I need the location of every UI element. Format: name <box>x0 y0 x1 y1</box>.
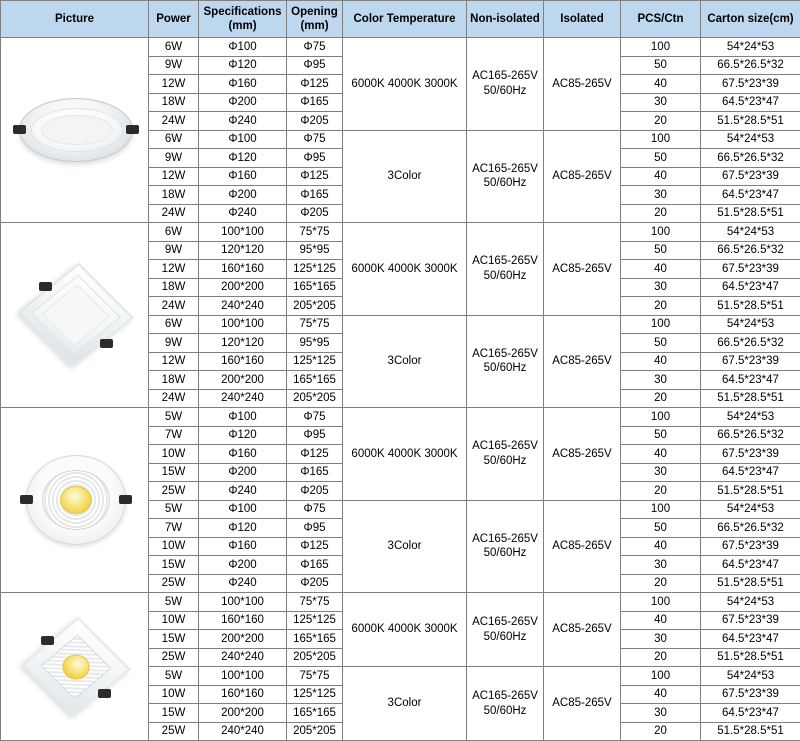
isolated-cell: AC85-265V <box>544 223 621 316</box>
carton-size-cell: 54*24*53 <box>701 223 800 242</box>
header-pcs-ctn: PCS/Ctn <box>621 1 701 38</box>
opening-cell: Φ205 <box>287 204 343 223</box>
specifications-cell: 240*240 <box>199 722 287 741</box>
opening-cell: Φ205 <box>287 482 343 501</box>
pcs-ctn-cell: 20 <box>621 389 701 408</box>
header-specifications <box>199 1 287 38</box>
pcs-ctn-cell: 20 <box>621 574 701 593</box>
pcs-ctn-cell: 50 <box>621 519 701 538</box>
pcs-ctn-cell: 40 <box>621 260 701 279</box>
carton-size-cell: 64.5*23*47 <box>701 463 800 482</box>
non-isolated-voltage: AC165-265V <box>472 616 538 629</box>
pcs-ctn-cell: 100 <box>621 667 701 686</box>
opening-cell: Φ165 <box>287 463 343 482</box>
round-glass-body <box>19 98 133 162</box>
non-isolated-cell <box>467 667 544 741</box>
non-isolated-frequency: 50/60Hz <box>483 630 527 643</box>
non-isolated-voltage: AC165-265V <box>472 255 538 268</box>
header-non-isolated: Non-isolated <box>467 1 544 38</box>
table-row <box>1 593 800 612</box>
carton-size-cell: 64.5*23*47 <box>701 371 800 390</box>
power-cell: 18W <box>149 186 199 205</box>
non-isolated-voltage: AC165-265V <box>472 70 538 83</box>
opening-cell: 165*165 <box>287 704 343 723</box>
opening-cell: 205*205 <box>287 297 343 316</box>
power-cell: 15W <box>149 463 199 482</box>
header-opening <box>287 1 343 38</box>
pcs-ctn-cell: 100 <box>621 130 701 149</box>
power-cell: 5W <box>149 500 199 519</box>
non-isolated-voltage: AC165-265V <box>472 690 538 703</box>
opening-cell: 95*95 <box>287 241 343 260</box>
product-image-round-glass-panel-downlight <box>3 38 149 222</box>
specifications-cell: Φ120 <box>199 519 287 538</box>
pcs-ctn-cell: 50 <box>621 56 701 75</box>
carton-size-cell: 67.5*23*39 <box>701 260 800 279</box>
header-carton-size: Carton size(cm) <box>701 1 800 38</box>
carton-size-cell: 54*24*53 <box>701 315 800 334</box>
pcs-ctn-cell: 100 <box>621 223 701 242</box>
picture-cell <box>1 593 149 741</box>
specifications-cell: Φ200 <box>199 556 287 575</box>
pcs-ctn-cell: 20 <box>621 297 701 316</box>
carton-size-cell: 54*24*53 <box>701 593 800 612</box>
power-cell: 25W <box>149 482 199 501</box>
specifications-cell: 160*160 <box>199 260 287 279</box>
pcs-ctn-cell: 20 <box>621 204 701 223</box>
opening-cell: Φ125 <box>287 75 343 94</box>
opening-cell: Φ75 <box>287 38 343 57</box>
specifications-cell: 240*240 <box>199 389 287 408</box>
isolated-cell: AC85-265V <box>544 667 621 741</box>
specifications-cell: Φ120 <box>199 56 287 75</box>
carton-size-cell: 51.5*28.5*51 <box>701 204 800 223</box>
pcs-ctn-cell: 100 <box>621 38 701 57</box>
specifications-cell: 160*160 <box>199 685 287 704</box>
opening-cell: 125*125 <box>287 611 343 630</box>
carton-size-cell: 66.5*26.5*32 <box>701 56 800 75</box>
carton-size-cell: 66.5*26.5*32 <box>701 149 800 168</box>
spring-clip-icon <box>126 125 139 134</box>
product-image-square-cob-downlight <box>3 593 149 740</box>
carton-size-cell: 51.5*28.5*51 <box>701 574 800 593</box>
non-isolated-frequency: 50/60Hz <box>483 177 527 190</box>
pcs-ctn-cell: 50 <box>621 334 701 353</box>
carton-size-cell: 67.5*23*39 <box>701 537 800 556</box>
header-row <box>1 1 800 38</box>
carton-size-cell: 54*24*53 <box>701 130 800 149</box>
picture-cell <box>1 408 149 593</box>
specifications-cell: Φ100 <box>199 500 287 519</box>
carton-size-cell: 67.5*23*39 <box>701 445 800 464</box>
non-isolated-cell <box>467 130 544 223</box>
opening-cell: Φ125 <box>287 167 343 186</box>
header-specifications-unit: (mm) <box>228 20 257 32</box>
specifications-cell: 200*200 <box>199 630 287 649</box>
pcs-ctn-cell: 50 <box>621 241 701 260</box>
specifications-cell: Φ100 <box>199 38 287 57</box>
power-cell: 25W <box>149 648 199 667</box>
isolated-cell: AC85-265V <box>544 593 621 667</box>
carton-size-cell: 67.5*23*39 <box>701 611 800 630</box>
opening-cell: Φ95 <box>287 519 343 538</box>
specifications-cell: Φ160 <box>199 537 287 556</box>
specifications-cell: Φ120 <box>199 426 287 445</box>
power-cell: 10W <box>149 537 199 556</box>
power-cell: 24W <box>149 112 199 131</box>
power-cell: 7W <box>149 426 199 445</box>
non-isolated-frequency: 50/60Hz <box>483 269 527 282</box>
color-temperature-cell: 3Color <box>343 315 467 408</box>
pcs-ctn-cell: 100 <box>621 315 701 334</box>
header-power: Power <box>149 1 199 38</box>
opening-cell: 75*75 <box>287 667 343 686</box>
power-cell: 6W <box>149 38 199 57</box>
pcs-ctn-cell: 30 <box>621 93 701 112</box>
opening-cell: 75*75 <box>287 315 343 334</box>
power-cell: 18W <box>149 93 199 112</box>
carton-size-cell: 51.5*28.5*51 <box>701 482 800 501</box>
carton-size-cell: 67.5*23*39 <box>701 167 800 186</box>
carton-size-cell: 51.5*28.5*51 <box>701 389 800 408</box>
specifications-cell: 200*200 <box>199 278 287 297</box>
header-opening-label: Opening <box>291 5 338 18</box>
carton-size-cell: 64.5*23*47 <box>701 93 800 112</box>
table-header <box>1 1 800 38</box>
carton-size-cell: 67.5*23*39 <box>701 352 800 371</box>
specifications-cell: Φ200 <box>199 186 287 205</box>
power-cell: 10W <box>149 611 199 630</box>
table-row <box>1 38 800 57</box>
opening-cell: 205*205 <box>287 648 343 667</box>
spring-clip-icon <box>100 339 113 348</box>
spring-clip-icon <box>13 125 26 134</box>
opening-cell: Φ95 <box>287 56 343 75</box>
pcs-ctn-cell: 30 <box>621 186 701 205</box>
round-cob-body <box>26 455 126 545</box>
specifications-cell: 160*160 <box>199 352 287 371</box>
header-isolated: Isolated <box>544 1 621 38</box>
pcs-ctn-cell: 40 <box>621 352 701 371</box>
pcs-ctn-cell: 40 <box>621 537 701 556</box>
carton-size-cell: 67.5*23*39 <box>701 75 800 94</box>
carton-size-cell: 64.5*23*47 <box>701 630 800 649</box>
opening-cell: 125*125 <box>287 260 343 279</box>
specifications-cell: 100*100 <box>199 667 287 686</box>
opening-cell: Φ125 <box>287 537 343 556</box>
pcs-ctn-cell: 40 <box>621 685 701 704</box>
header-specifications-label: Specifications <box>203 5 282 18</box>
picture-cell <box>1 38 149 223</box>
pcs-ctn-cell: 30 <box>621 556 701 575</box>
spring-clip-icon <box>98 689 111 698</box>
carton-size-cell: 66.5*26.5*32 <box>701 519 800 538</box>
opening-cell: Φ165 <box>287 186 343 205</box>
power-cell: 10W <box>149 445 199 464</box>
header-opening-unit: (mm) <box>300 20 329 32</box>
opening-cell: 205*205 <box>287 722 343 741</box>
specifications-cell: Φ240 <box>199 112 287 131</box>
square-cob-downlight-icon <box>39 630 113 704</box>
carton-size-cell: 51.5*28.5*51 <box>701 112 800 131</box>
non-isolated-frequency: 50/60Hz <box>483 547 527 560</box>
round-cob-downlight-icon <box>26 455 126 545</box>
specifications-cell: Φ100 <box>199 130 287 149</box>
isolated-cell: AC85-265V <box>544 130 621 223</box>
non-isolated-voltage: AC165-265V <box>472 440 538 453</box>
pcs-ctn-cell: 50 <box>621 426 701 445</box>
opening-cell: 125*125 <box>287 352 343 371</box>
power-cell: 15W <box>149 630 199 649</box>
opening-cell: Φ165 <box>287 556 343 575</box>
power-cell: 18W <box>149 278 199 297</box>
specifications-cell: 200*200 <box>199 371 287 390</box>
power-cell: 9W <box>149 241 199 260</box>
power-cell: 12W <box>149 260 199 279</box>
power-cell: 6W <box>149 223 199 242</box>
specifications-cell: Φ160 <box>199 75 287 94</box>
specifications-cell: 160*160 <box>199 611 287 630</box>
opening-cell: Φ205 <box>287 574 343 593</box>
carton-size-cell: 54*24*53 <box>701 667 800 686</box>
carton-size-cell: 64.5*23*47 <box>701 186 800 205</box>
opening-cell: 205*205 <box>287 389 343 408</box>
power-cell: 5W <box>149 408 199 427</box>
pcs-ctn-cell: 40 <box>621 445 701 464</box>
specifications-cell: Φ120 <box>199 149 287 168</box>
carton-size-cell: 51.5*28.5*51 <box>701 648 800 667</box>
power-cell: 7W <box>149 519 199 538</box>
opening-cell: 165*165 <box>287 630 343 649</box>
spring-clip-icon <box>20 495 33 504</box>
power-cell: 9W <box>149 334 199 353</box>
opening-cell: Φ125 <box>287 445 343 464</box>
power-cell: 24W <box>149 204 199 223</box>
pcs-ctn-cell: 30 <box>621 278 701 297</box>
carton-size-cell: 64.5*23*47 <box>701 704 800 723</box>
square-glass-body <box>18 263 134 368</box>
reflector <box>42 470 110 530</box>
specifications-cell: Φ160 <box>199 445 287 464</box>
non-isolated-cell <box>467 315 544 408</box>
specifications-cell: 100*100 <box>199 593 287 612</box>
pcs-ctn-cell: 30 <box>621 704 701 723</box>
pcs-ctn-cell: 50 <box>621 149 701 168</box>
carton-size-cell: 64.5*23*47 <box>701 278 800 297</box>
pcs-ctn-cell: 100 <box>621 593 701 612</box>
specifications-cell: Φ200 <box>199 93 287 112</box>
opening-cell: Φ95 <box>287 149 343 168</box>
pcs-ctn-cell: 40 <box>621 167 701 186</box>
color-temperature-cell: 6000K 4000K 3000K <box>343 593 467 667</box>
opening-cell: 95*95 <box>287 334 343 353</box>
carton-size-cell: 51.5*28.5*51 <box>701 722 800 741</box>
power-cell: 9W <box>149 149 199 168</box>
pcs-ctn-cell: 30 <box>621 463 701 482</box>
non-isolated-voltage: AC165-265V <box>472 347 538 360</box>
specifications-cell: Φ100 <box>199 408 287 427</box>
pcs-ctn-cell: 20 <box>621 648 701 667</box>
color-temperature-cell: 6000K 4000K 3000K <box>343 408 467 501</box>
opening-cell: 75*75 <box>287 223 343 242</box>
isolated-cell: AC85-265V <box>544 500 621 593</box>
spring-clip-icon <box>119 495 132 504</box>
power-cell: 18W <box>149 371 199 390</box>
power-cell: 5W <box>149 667 199 686</box>
specifications-cell: 120*120 <box>199 241 287 260</box>
power-cell: 15W <box>149 704 199 723</box>
opening-cell: Φ165 <box>287 93 343 112</box>
power-cell: 24W <box>149 297 199 316</box>
pcs-ctn-cell: 20 <box>621 482 701 501</box>
table-row <box>1 408 800 427</box>
power-cell: 12W <box>149 75 199 94</box>
carton-size-cell: 66.5*26.5*32 <box>701 426 800 445</box>
opening-cell: 75*75 <box>287 593 343 612</box>
color-temperature-cell: 3Color <box>343 130 467 223</box>
opening-cell: 165*165 <box>287 278 343 297</box>
isolated-cell: AC85-265V <box>544 408 621 501</box>
non-isolated-voltage: AC165-265V <box>472 162 538 175</box>
pcs-ctn-cell: 40 <box>621 611 701 630</box>
pcs-ctn-cell: 100 <box>621 408 701 427</box>
carton-size-cell: 54*24*53 <box>701 500 800 519</box>
product-image-round-cob-downlight <box>3 408 149 592</box>
specifications-cell: Φ240 <box>199 574 287 593</box>
opening-cell: Φ95 <box>287 426 343 445</box>
cob-chip <box>57 649 95 684</box>
product-image-square-glass-panel-downlight <box>3 223 149 407</box>
specifications-cell: 200*200 <box>199 704 287 723</box>
table-row <box>1 223 800 242</box>
power-cell: 25W <box>149 574 199 593</box>
non-isolated-cell <box>467 593 544 667</box>
power-cell: 5W <box>149 593 199 612</box>
specifications-cell: Φ160 <box>199 167 287 186</box>
specifications-cell: Φ200 <box>199 463 287 482</box>
non-isolated-cell <box>467 38 544 131</box>
opening-cell: Φ75 <box>287 408 343 427</box>
cob-chip <box>60 486 92 514</box>
specifications-cell: 240*240 <box>199 648 287 667</box>
spring-clip-icon <box>39 282 52 291</box>
carton-size-cell: 54*24*53 <box>701 408 800 427</box>
round-glass-panel-downlight-icon <box>19 98 133 162</box>
opening-cell: 125*125 <box>287 685 343 704</box>
isolated-cell: AC85-265V <box>544 38 621 131</box>
non-isolated-voltage: AC165-265V <box>472 532 538 545</box>
non-isolated-frequency: 50/60Hz <box>483 362 527 375</box>
pcs-ctn-cell: 100 <box>621 500 701 519</box>
non-isolated-cell <box>467 408 544 501</box>
color-temperature-cell: 3Color <box>343 667 467 741</box>
pcs-ctn-cell: 40 <box>621 75 701 94</box>
specifications-cell: Φ240 <box>199 204 287 223</box>
opening-cell: Φ75 <box>287 500 343 519</box>
pcs-ctn-cell: 30 <box>621 630 701 649</box>
specifications-cell: Φ240 <box>199 482 287 501</box>
power-cell: 12W <box>149 352 199 371</box>
non-isolated-cell <box>467 223 544 316</box>
carton-size-cell: 54*24*53 <box>701 38 800 57</box>
color-temperature-cell: 3Color <box>343 500 467 593</box>
square-glass-panel-downlight-icon <box>37 276 115 354</box>
specifications-cell: 240*240 <box>199 297 287 316</box>
pcs-ctn-cell: 30 <box>621 371 701 390</box>
opening-cell: Φ75 <box>287 130 343 149</box>
square-cob-body <box>21 616 130 716</box>
color-temperature-cell: 6000K 4000K 3000K <box>343 38 467 131</box>
power-cell: 12W <box>149 167 199 186</box>
specifications-cell: 100*100 <box>199 315 287 334</box>
pcs-ctn-cell: 20 <box>621 722 701 741</box>
picture-cell <box>1 223 149 408</box>
isolated-cell: AC85-265V <box>544 315 621 408</box>
power-cell: 25W <box>149 722 199 741</box>
carton-size-cell: 67.5*23*39 <box>701 685 800 704</box>
non-isolated-frequency: 50/60Hz <box>483 454 527 467</box>
header-color-temperature: Color Temperature <box>343 1 467 38</box>
non-isolated-cell <box>467 500 544 593</box>
power-cell: 9W <box>149 56 199 75</box>
header-picture: Picture <box>1 1 149 38</box>
color-temperature-cell: 6000K 4000K 3000K <box>343 223 467 316</box>
carton-size-cell: 66.5*26.5*32 <box>701 334 800 353</box>
carton-size-cell: 64.5*23*47 <box>701 556 800 575</box>
power-cell: 6W <box>149 315 199 334</box>
spring-clip-icon <box>41 636 54 645</box>
carton-size-cell: 66.5*26.5*32 <box>701 241 800 260</box>
non-isolated-frequency: 50/60Hz <box>483 84 527 97</box>
opening-cell: 165*165 <box>287 371 343 390</box>
power-cell: 6W <box>149 130 199 149</box>
specifications-cell: 100*100 <box>199 223 287 242</box>
opening-cell: Φ205 <box>287 112 343 131</box>
power-cell: 24W <box>149 389 199 408</box>
pcs-ctn-cell: 20 <box>621 112 701 131</box>
table-body <box>1 38 800 741</box>
power-cell: 15W <box>149 556 199 575</box>
non-isolated-frequency: 50/60Hz <box>483 704 527 717</box>
carton-size-cell: 51.5*28.5*51 <box>701 297 800 316</box>
specifications-cell: 120*120 <box>199 334 287 353</box>
power-cell: 10W <box>149 685 199 704</box>
